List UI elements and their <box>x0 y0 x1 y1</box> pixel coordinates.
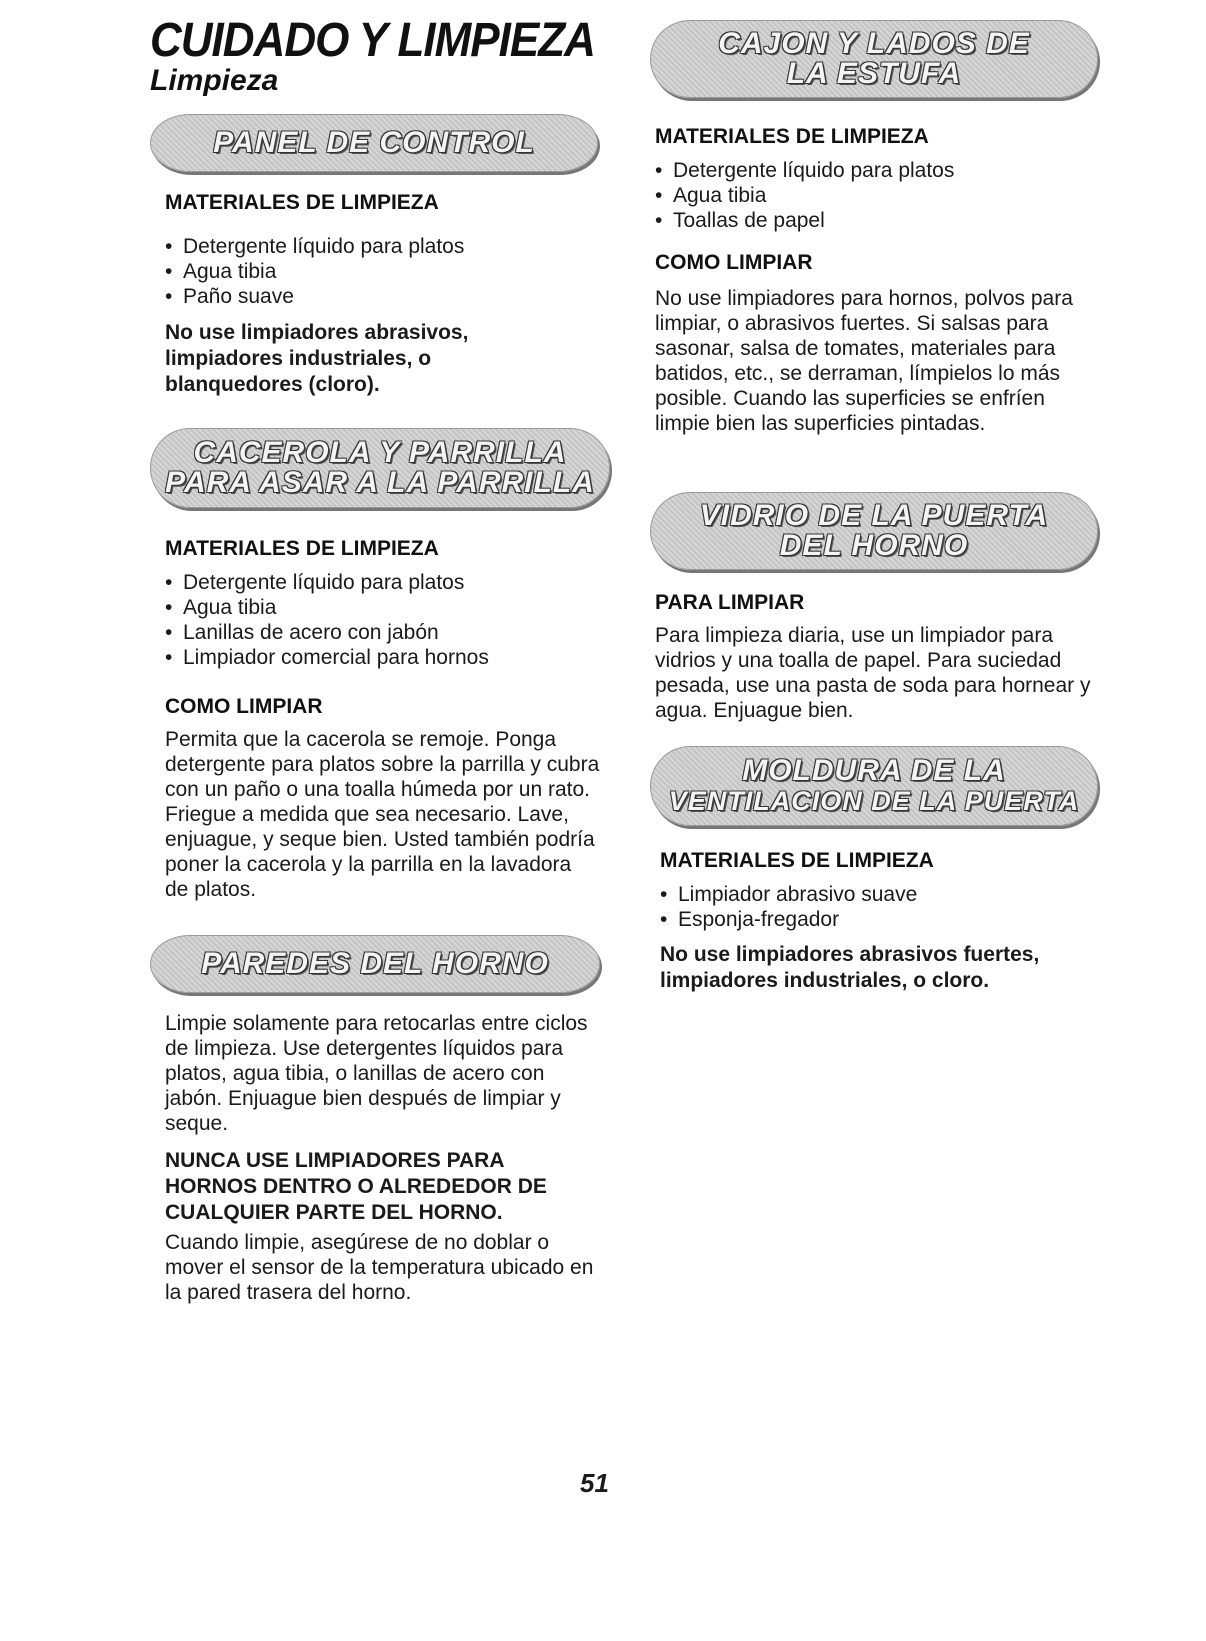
banner-text-line1: MOLDURA DE LA <box>742 754 1006 787</box>
list-item: • Agua tibia <box>165 259 605 284</box>
list-item: • Limpiador abrasivo suave <box>660 882 1100 907</box>
banner-drawer <box>650 20 1098 98</box>
materials-heading: MATERIALES DE LIMPIEZA <box>165 191 439 214</box>
how-to-heading: PARA LIMPIAR <box>655 591 805 614</box>
how-to-text: Permita que la cacerola se remoje. Ponga detergente para platos sobre la parrilla y cubra con un paño o una toalla húmeda por un rato. Friegue a medida que sea necesario. Lave, enjuague, y seque bien. Usted también podría poner la cacerola y la parrilla en la lavadora de platos. <box>165 728 600 901</box>
materials-heading: MATERIALES DE LIMPIEZA <box>655 125 929 148</box>
warning-text: No use limpiadores abrasivos fuertes, limpiadores industriales, o cloro. <box>660 943 1040 992</box>
banner-text-line2: LA ESTUFA <box>786 57 962 90</box>
list-item: • Limpiador comercial para hornos <box>165 645 605 670</box>
banner-text-line1: CAJON Y LADOS DE <box>718 27 1030 60</box>
page-subtitle: Limpieza <box>150 64 279 97</box>
list-item: • Detergente líquido para platos <box>165 234 605 259</box>
page-number: 51 <box>580 1468 609 1498</box>
warning-text: NUNCA USE LIMPIADORES PARA HORNOS DENTRO O ALREDEDOR DE CUALQUIER PARTE DEL HORNO. <box>165 1149 547 1224</box>
banner-broiler <box>150 428 610 508</box>
banner-oven-walls <box>150 935 600 993</box>
list-item: • Paño suave <box>165 284 605 309</box>
list-item: • Lanillas de acero con jabón <box>165 620 605 645</box>
materials-list <box>655 158 1095 233</box>
materials-heading: MATERIALES DE LIMPIEZA <box>660 849 934 872</box>
how-to-heading: COMO LIMPIAR <box>165 695 323 718</box>
banner-text-line1: CACEROLA Y PARRILLA <box>193 436 567 469</box>
materials-list <box>660 882 1100 932</box>
list-item: • Toallas de papel <box>655 208 1095 233</box>
materials-list <box>165 234 605 309</box>
materials-heading: MATERIALES DE LIMPIEZA <box>165 537 439 560</box>
banner-vent-trim <box>650 746 1098 826</box>
how-to-heading: COMO LIMPIAR <box>655 251 813 274</box>
banner-text: PAREDES DEL HORNO <box>201 947 549 980</box>
page-title: CUIDADO Y LIMPIEZA <box>150 12 595 67</box>
banner-text: PANEL DE CONTROL <box>213 126 535 159</box>
sensor-text: Cuando limpie, asegúrese de no doblar o mover el sensor de la temperatura ubicado en la pared trasera del horno. <box>165 1231 594 1304</box>
list-item: • Detergente líquido para platos <box>655 158 1095 183</box>
list-item: • Agua tibia <box>165 595 605 620</box>
banner-door-glass <box>650 492 1098 570</box>
list-item: • Esponja-fregador <box>660 907 1100 932</box>
how-to-text: Para limpieza diaria, use un limpiador para vidrios y una toalla de papel. Para suciedad pesada, use una pasta de soda para hornear y agua. Enjuague bien. <box>655 624 1091 722</box>
list-item: • Detergente líquido para platos <box>165 570 605 595</box>
how-to-text: No use limpiadores para hornos, polvos para limpiar, o abrasivos fuertes. Si salsas para sasonar, salsa de tomates, materiales para batidos, etc., se derraman, límpielos lo más posible. Cuando las superficies se enfríen limpie bien las superficies pintadas. <box>655 287 1073 435</box>
oven-walls-text: Limpie solamente para retocarlas entre ciclos de limpieza. Use detergentes líquidos para platos, agua tibia, o lanillas de acero con jabón. Enjuague bien después de limpiar y seque. <box>165 1012 588 1135</box>
banner-control-panel <box>150 114 598 172</box>
list-item: • Agua tibia <box>655 183 1095 208</box>
banner-text-line2: VENTILACION DE LA PUERTA <box>668 786 1080 816</box>
materials-list <box>165 570 605 670</box>
warning-text: No use limpiadores abrasivos, limpiadores industriales, o blanquedores (cloro). <box>165 321 469 396</box>
banner-text-line2: PARA ASAR A LA PARRILLA <box>165 466 595 499</box>
banner-text-line2: DEL HORNO <box>779 529 969 562</box>
banner-text-line1: VIDRIO DE LA PUERTA <box>699 499 1049 532</box>
